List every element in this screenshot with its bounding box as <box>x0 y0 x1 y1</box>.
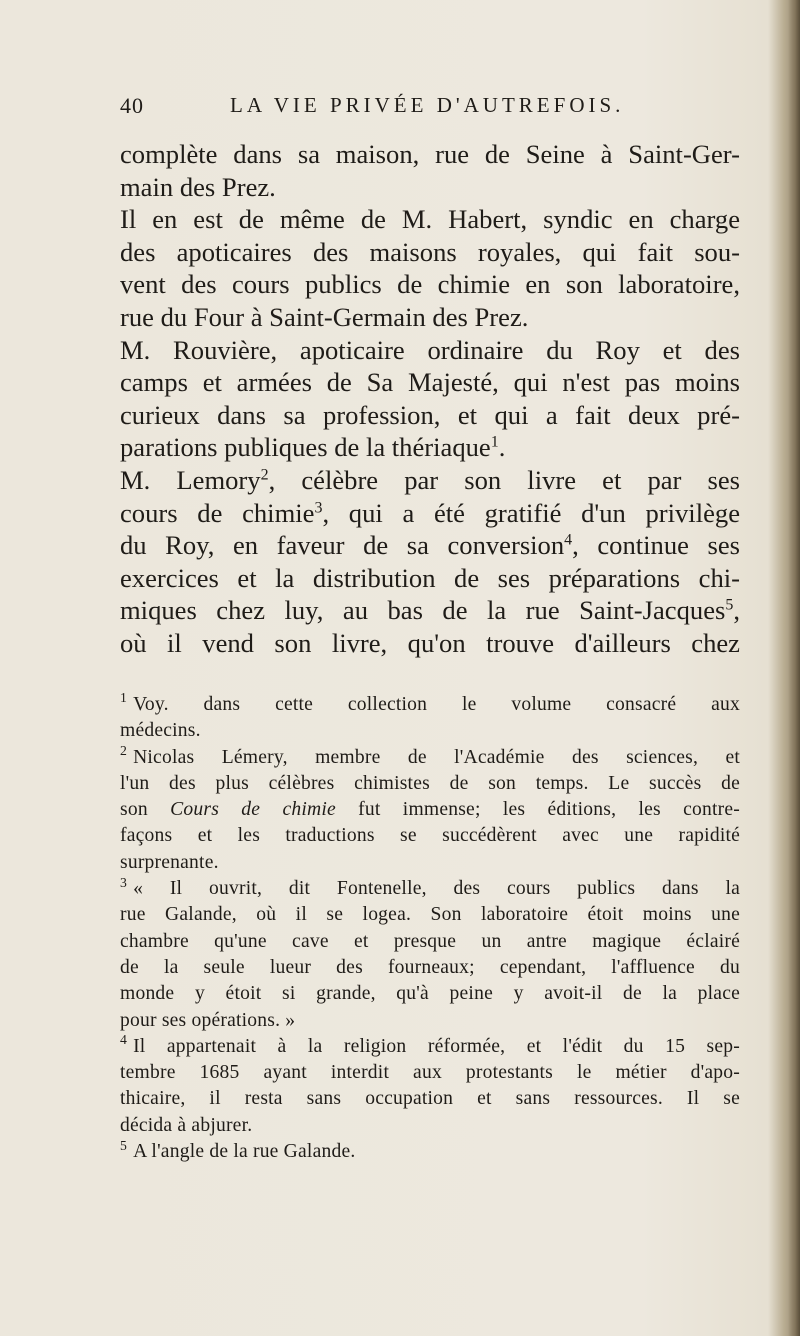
page-edge-shadow <box>788 0 800 1336</box>
footnote-text: Nicolas Lémery, membre de l'Académie des sciences, et <box>133 746 740 768</box>
text-fragment: qui a été gratifié d'un privilège <box>348 497 740 528</box>
footnote-ref: 5 <box>725 596 734 614</box>
text-line: miques chez luy, au bas de la rue Saint-Jacques$^5$, <box>120 595 740 626</box>
footnote-line: médecins. <box>120 720 201 742</box>
footnote-line: façons et les traductions se succédèrent avec une rapidité <box>120 825 740 847</box>
footnote-line: pour ses opérations. » <box>120 1009 296 1031</box>
book-title: Cours de chimie <box>170 799 336 821</box>
footnote-text: Voy. dans cette collection le volume consacré aux <box>133 694 740 715</box>
footnote-2 <box>120 745 740 771</box>
text-fragment: célèbre par son livre et par ses <box>301 464 741 495</box>
footnote-number: 4 <box>120 1032 128 1048</box>
footnote-5 <box>120 1139 740 1165</box>
footnote-number: 1 <box>120 690 128 706</box>
text-line: du Roy, en faveur de sa conversion$^4$, continue ses <box>120 530 740 561</box>
text-line: vent des cours publics de chimie en son laboratoire, <box>120 269 740 300</box>
text-line: rue du Four à Saint-Germain des Prez. <box>120 301 529 332</box>
footnote-number: 3 <box>120 874 128 890</box>
text-line: Il en est de même de M. Habert, syndic en charge <box>120 204 740 235</box>
text-fragment: continue ses <box>597 530 740 561</box>
footnote-ref: 3 <box>314 498 323 516</box>
footnote-4 <box>120 1034 740 1060</box>
text-fragment: du Roy, en faveur de sa conversion <box>120 530 565 561</box>
text-line: M. Lemory$^2$, célèbre par son livre et par ses <box>120 464 741 495</box>
footnote-line: chambre qu'une cave et presque un antre magique éclairé <box>120 930 740 952</box>
text-fragment: parations publiques de la thériaque <box>120 432 491 463</box>
footnote-text: son <box>120 799 148 821</box>
footnote-text: fut immense; les éditions, les contre- <box>358 799 741 821</box>
footnote-ref: 1 <box>490 433 499 451</box>
text-line: des apoticaires des maisons royales, qui fait sou- <box>120 236 740 267</box>
footnote-line: l'un des plus célèbres chimistes de son temps. Le succès de <box>120 772 740 794</box>
page-number: 40 <box>120 93 144 118</box>
main-text <box>120 138 740 660</box>
footnote-number: 5 <box>120 1137 128 1153</box>
page-header <box>120 93 740 125</box>
footnote-3 <box>120 876 740 902</box>
footnote-text: A l'angle de la rue Galande. <box>133 1141 356 1163</box>
footnote-ref: 2 <box>260 466 269 484</box>
text-fragment: M. Lemory <box>120 464 261 495</box>
footnote-number: 2 <box>120 743 128 759</box>
footnote-line: tembre 1685 ayant interdit aux protestants le métier d'apo- <box>120 1062 740 1084</box>
text-line: camps et armées de Sa Majesté, qui n'est pas moins <box>120 367 740 398</box>
footnote-line: rue Galande, où il se logea. Son laboratoire étoit moins une <box>120 904 740 926</box>
footnote-1 <box>120 692 740 718</box>
footnote-ref: 4 <box>564 531 573 549</box>
footnote-line: surprenante. <box>120 851 219 873</box>
footnote-text: « Il ouvrit, dit Fontenelle, des cours publics dans la <box>133 878 740 900</box>
text-line: main des Prez. <box>120 171 276 202</box>
footnote-line: décida à abjurer. <box>120 1114 253 1136</box>
footnote-line <box>120 797 740 823</box>
text-line: exercices et la distribution de ses préparations chi- <box>120 562 740 593</box>
text-fragment: cours de chimie <box>120 497 315 528</box>
footnote-line: de la seule lueur des fourneaux; cependant, l'affluence du <box>120 956 740 978</box>
footnote-line: thicaire, il resta sans occupation et sans ressources. Il se <box>120 1088 740 1110</box>
text-fragment: miques chez luy, au bas de la rue Saint-Jacques <box>120 595 726 626</box>
text-line: complète dans sa maison, rue de Seine à Saint-Ger- <box>120 139 740 169</box>
footnotes <box>120 692 740 1165</box>
footnote-line: monde y étoit si grande, qu'à peine y avoit-il de la place <box>120 983 740 1005</box>
text-line: curieux dans sa profession, et qui a fait deux pré- <box>120 399 740 430</box>
footnote-text: Il appartenait à la religion réformée, et l'édit du 15 sep- <box>133 1035 740 1057</box>
text-line: où il vend son livre, qu'on trouve d'ailleurs chez <box>120 627 740 658</box>
text-line: M. Rouvière, apoticaire ordinaire du Roy et des <box>120 334 740 365</box>
text-line: cours de chimie$^3$, qui a été gratifié d'un privilège <box>120 497 740 528</box>
running-title: LA VIE PRIVÉE D'AUTREFOIS. <box>230 93 625 117</box>
text-line: parations publiques de la thériaque$^1$. <box>120 432 506 463</box>
